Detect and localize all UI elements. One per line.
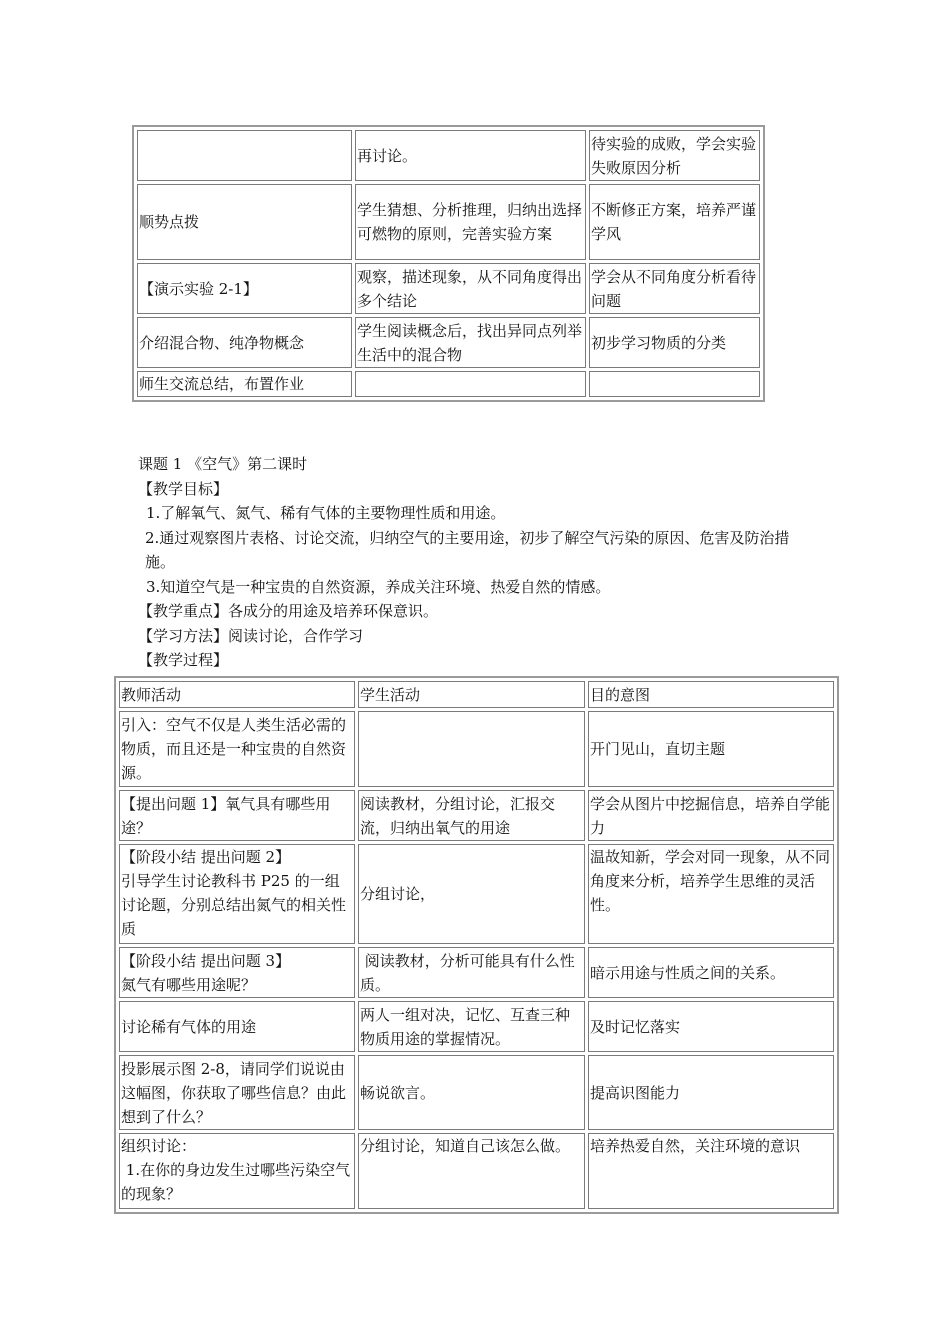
teacher-activity-cell: 【提出问题 1】氧气具有哪些用途？ — [119, 790, 355, 841]
purpose-cell: 学会从图片中挖掘信息，培养自学能力 — [588, 790, 834, 841]
teaching-process-table — [114, 676, 839, 1214]
student-activity-cell: 再讨论。 — [355, 130, 586, 181]
student-activity-cell: 学生阅读概念后，找出异同点列举生活中的混合物 — [355, 317, 586, 368]
student-activity-cell: 学生猜想、分析推理，归纳出选择可燃物的原则，完善实验方案 — [355, 184, 586, 260]
table-row — [137, 263, 760, 314]
student-activity-cell — [358, 711, 585, 787]
column-header: 学生活动 — [358, 681, 585, 708]
teacher-activity-cell: 【演示实验 2-1】 — [137, 263, 352, 314]
teacher-activity-cell: 引入：空气不仅是人类生活必需的物质，而且还是一种宝贵的自然资源。 — [119, 711, 355, 787]
column-header: 教师活动 — [119, 681, 355, 708]
student-activity-cell: 观察，描述现象，从不同角度得出多个结论 — [355, 263, 586, 314]
table-row — [137, 130, 760, 181]
purpose-cell — [589, 371, 760, 397]
teacher-activity-cell — [137, 130, 352, 181]
teacher-activity-cell: 讨论稀有气体的用途 — [119, 1001, 355, 1052]
purpose-cell: 初步学习物质的分类 — [589, 317, 760, 368]
teacher-activity-cell: 【阶段小结 提出问题 2】 引导学生讨论教科书 P25 的一组讨论题，分别总结出氮气的相关性质 — [119, 844, 355, 944]
purpose-cell: 及时记忆落实 — [588, 1001, 834, 1052]
column-header: 目的意图 — [588, 681, 834, 708]
previous-lesson-table — [132, 125, 765, 402]
purpose-cell: 提高识图能力 — [588, 1055, 834, 1130]
lesson-plan-section — [138, 452, 818, 673]
purpose-cell: 不断修正方案，培养严谨学风 — [589, 184, 760, 260]
table-row — [137, 184, 760, 260]
purpose-cell: 暗示用途与性质之间的关系。 — [588, 947, 834, 998]
table-row — [119, 1133, 834, 1209]
student-activity-cell: 阅读教材，分组讨论，汇报交流，归纳出氧气的用途 — [358, 790, 585, 841]
student-activity-cell: 阅读教材，分析可能具有什么性质。 — [358, 947, 585, 998]
goal-item: 3.知道空气是一种宝贵的自然资源，养成关注环境、热爱自然的情感。 — [146, 577, 611, 596]
table-row — [119, 711, 834, 787]
key-points: 【教学重点】各成分的用途及培养环保意识。 — [138, 602, 439, 620]
student-activity-cell — [355, 371, 586, 397]
goal-item: 2.通过观察图片表格、讨论交流，归纳空气的主要用途，初步了解空气污染的原因、危害及防治措施。 — [145, 528, 790, 571]
table-row — [119, 844, 834, 944]
purpose-cell: 学会从不同角度分析看待问题 — [589, 263, 760, 314]
teacher-activity-cell: 组织讨论： 1.在你的身边发生过哪些污染空气的现象？ — [119, 1133, 355, 1209]
table-row — [119, 790, 834, 841]
table-row — [119, 947, 834, 998]
goal-item: 1.了解氧气、氮气、稀有气体的主要物理性质和用途。 — [146, 504, 506, 522]
teacher-activity-cell: 投影展示图 2-8，请同学们说说由这幅图，你获取了哪些信息？由此想到了什么？ — [119, 1055, 355, 1130]
lesson-title: 课题 1 《空气》第二课时 — [138, 455, 308, 473]
learning-methods: 【学习方法】阅读讨论，合作学习 — [138, 626, 364, 645]
student-activity-cell: 分组讨论， — [358, 844, 585, 944]
table-row — [137, 317, 760, 368]
student-activity-cell: 畅说欲言。 — [358, 1055, 585, 1130]
process-heading: 【教学过程】 — [138, 651, 229, 669]
table-row — [119, 1001, 834, 1052]
purpose-cell: 培养热爱自然，关注环境的意识 — [588, 1133, 834, 1209]
teacher-activity-cell: 师生交流总结，布置作业 — [137, 371, 352, 397]
purpose-cell: 待实验的成败，学会实验失败原因分析 — [589, 130, 760, 181]
table-row — [119, 1055, 834, 1130]
student-activity-cell: 分组讨论，知道自己该怎么做。 — [358, 1133, 585, 1209]
table-header-row — [119, 681, 834, 708]
purpose-cell: 温故知新，学会对同一现象，从不同角度来分析，培养学生思维的灵活性。 — [588, 844, 834, 944]
teacher-activity-cell: 顺势点拨 — [137, 184, 352, 260]
purpose-cell: 开门见山，直切主题 — [588, 711, 834, 787]
student-activity-cell: 两人一组对决，记忆、互查三种物质用途的掌握情况。 — [358, 1001, 585, 1052]
goals-heading: 【教学目标】 — [138, 479, 229, 498]
table-row — [137, 371, 760, 397]
teacher-activity-cell: 介绍混合物、纯净物概念 — [137, 317, 352, 368]
teacher-activity-cell: 【阶段小结 提出问题 3】 氮气有哪些用途呢？ — [119, 947, 355, 998]
